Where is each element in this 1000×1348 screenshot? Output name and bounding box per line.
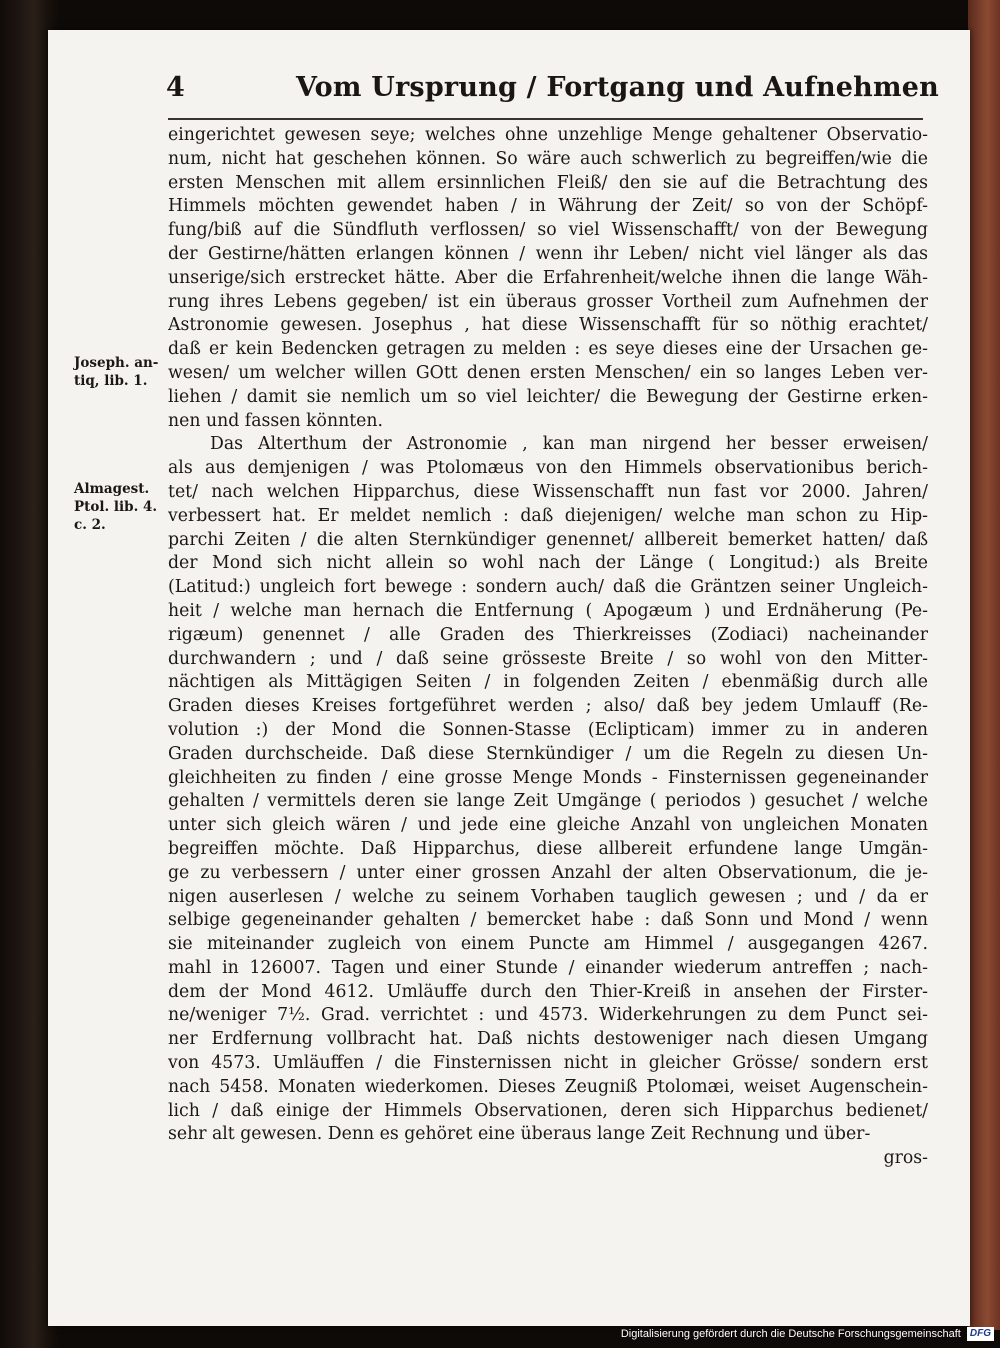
text-line: der Mond sich nicht allein so wohl nach der Länge ( Longitud:) als Breite — [168, 553, 928, 574]
text-line: gleichheiten zu finden / eine grosse Menge Monds - Finsternissen gegeneinander — [168, 767, 928, 788]
text-line: der Gestirne/hätten erlangen können / wenn ihr Leben/ nicht viel länger als das — [168, 243, 928, 264]
text-line: als aus demjenigen / was Ptolomæus von den Himmels observationibus berich- — [168, 458, 928, 479]
text-line: nächtigen als Mittägigen Seiten / in folgenden Zeiten / ebenmäßig durch alle — [168, 672, 928, 693]
text-line: verbessert hat. Er meldet nemlich : daß diejenigen/ welche man schon zu Hip- — [168, 505, 928, 526]
page-header — [166, 72, 939, 106]
text-line: daß er kein Bedencken getragen zu melden : es seye dieses eine der Ursachen ge- — [168, 339, 928, 360]
text-line: lich / daß einige der Himmels Observationen, deren sich Hipparchus bedienet/ — [168, 1100, 928, 1121]
text-line: eingerichtet gewesen seye; welches ohne unzehlige Menge gehaltener Observatio- — [168, 125, 928, 145]
marginal-line: Ptol. lib. 4. — [74, 499, 158, 515]
text-line: sehr alt gewesen. Denn es gehöret eine überaus lange Zeit Rechnung und über- — [168, 1124, 871, 1145]
text-line: nigen auserlesen / welche zu seinem Vorhaben tauglich gewesen ; und / da er — [168, 886, 928, 907]
catchword: gros- — [883, 1148, 928, 1169]
text-line: durchwandern ; und / daß seine grösseste Breite / so wohl von den Mitter- — [168, 648, 928, 669]
footer — [621, 1326, 994, 1342]
text-line: gehalten / vermittels deren sie lange Zeit Umgänge ( periodos ) gesuchet / welche — [168, 791, 928, 812]
text-line: dem der Mond 4612. Umläuffe durch den Thier-Kreiß in ansehen der Firster- — [168, 981, 928, 1002]
funding-credit: Digitalisierung gefördert durch die Deutsche Forschungsgemeinschaft — [620, 1328, 961, 1340]
text-line: ersten Menschen mit allem ersinnlichen Fleiß/ den sie auf die Betrachtung des — [168, 172, 928, 193]
dfg-logo: DFG — [967, 1327, 994, 1341]
text-line: Graden dieses Kreises fortgeführet werden ; also/ daß bey jedem Umlauff (Re- — [168, 696, 928, 717]
text-line: mahl in 126007. Tagen und einer Stunde / einander wiederum antreffen ; nach- — [168, 957, 928, 978]
text-line: ne/weniger 7½. Grad. verrichtet : und 4573. Widerkehrungen zu dem Punct sei- — [168, 1005, 928, 1026]
text-line: (Latitud:) ungleich fort bewege : sondern auch/ daß die Gräntzen seiner Ungleich- — [168, 577, 928, 598]
text-line: wesen/ um welcher willen GOtt denen ersten Menschen/ ein so langes Leben ver- — [168, 362, 928, 383]
text-line: ge zu verbessern / unter einer grossen Anzahl der alten Observationum, die je- — [168, 862, 928, 883]
marginal-note-almagest — [74, 480, 157, 534]
marginal-line: Almagest. — [74, 481, 150, 497]
text-line: rung ihres Lebens gegeben/ ist ein überaus grosser Vortheil zum Aufnehmen der — [168, 291, 928, 312]
text-line: liehen / damit sie nemlich um so viel leichter/ die Bewegung der Gestirne erken- — [168, 386, 928, 407]
text-line: heit / welche man hernach die Entfernung ( Apogæum ) und Erdnäherung (Pe- — [168, 600, 928, 621]
text-line: fung/biß auf die Sündfluth verflossen/ so viel Wissenschafft/ von der Bewegung — [168, 220, 928, 241]
text-line: parchi Zeiten / die alten Sternkündiger genennet/ allbereit bemerket hatten/ daß — [168, 529, 928, 550]
text-line: Himmels möchten gewendet haben / in Währung der Zeit/ so von der Schöpf- — [168, 196, 928, 217]
text-line: tet/ nach welchen Hipparchus, diese Wissenschafft nun fast vor 2000. Jahren/ — [168, 481, 928, 502]
text-line: num, nicht hat geschehen können. So wäre auch schwerlich zu begreiffen/wie die — [168, 148, 928, 169]
book-edge — [968, 0, 1000, 1330]
text-line: volution :) der Mond die Sonnen-Stasse (Eclipticam) immer zu in anderen — [168, 719, 928, 740]
marginal-line: tiq, lib. 1. — [74, 373, 148, 389]
text-line: unter sich gleich wären / und jede eine gleiche Anzahl von ungleichen Monaten — [168, 815, 928, 836]
text-line: nach 5458. Monaten wiederkomen. Dieses Zeugniß Ptolomæi, weiset Augenschein- — [168, 1076, 928, 1097]
text-line: begreiffen möchte. Daß Hipparchus, diese allbereit erfundene lange Umgän- — [168, 838, 928, 859]
text-line: unserige/sich erstrecket hätte. Aber die Erfahrenheit/welche ihnen die lange Wäh- — [168, 267, 928, 288]
running-head: Vom Ursprung / Fortgang und Aufnehmen — [296, 72, 939, 103]
text-line: Das Alterthum der Astronomie , kan man nirgend her besser erweisen/ — [210, 434, 928, 455]
text-line: ner Erdfernung vollbracht hat. Daß nichts destoweniger nach diesen Umgang — [168, 1029, 928, 1050]
text-line: sie miteinander zugleich von einem Puncte am Himmel / ausgegangen 4267. — [168, 934, 928, 955]
text-line: Graden durchscheide. Daß diese Sternkündiger / um die Regeln zu diesen Un- — [168, 743, 928, 764]
marginal-line: Joseph. an- — [74, 355, 159, 371]
header-rule — [168, 118, 923, 120]
body-text — [168, 124, 928, 1171]
text-line: von 4573. Umläuffen / die Finsternissen nicht in gleicher Grösse/ sondern erst — [168, 1053, 928, 1074]
text-line: rigæum) genennet / alle Graden des Thierkreisses (Zodiaci) nacheinander — [168, 624, 928, 645]
marginal-line: c. 2. — [74, 517, 106, 533]
text-line: Astronomie gewesen. Josephus , hat diese Wissenschafft für so nöthig erachtet/ — [168, 315, 928, 336]
page-number: 4 — [166, 72, 185, 103]
marginal-note-josephus — [74, 354, 158, 390]
text-line: nen und fassen könnten. — [168, 410, 384, 431]
text-line: selbige gegeneinander gehalten / bemercket habe : daß Sonn und Mond / wenn — [168, 910, 928, 931]
